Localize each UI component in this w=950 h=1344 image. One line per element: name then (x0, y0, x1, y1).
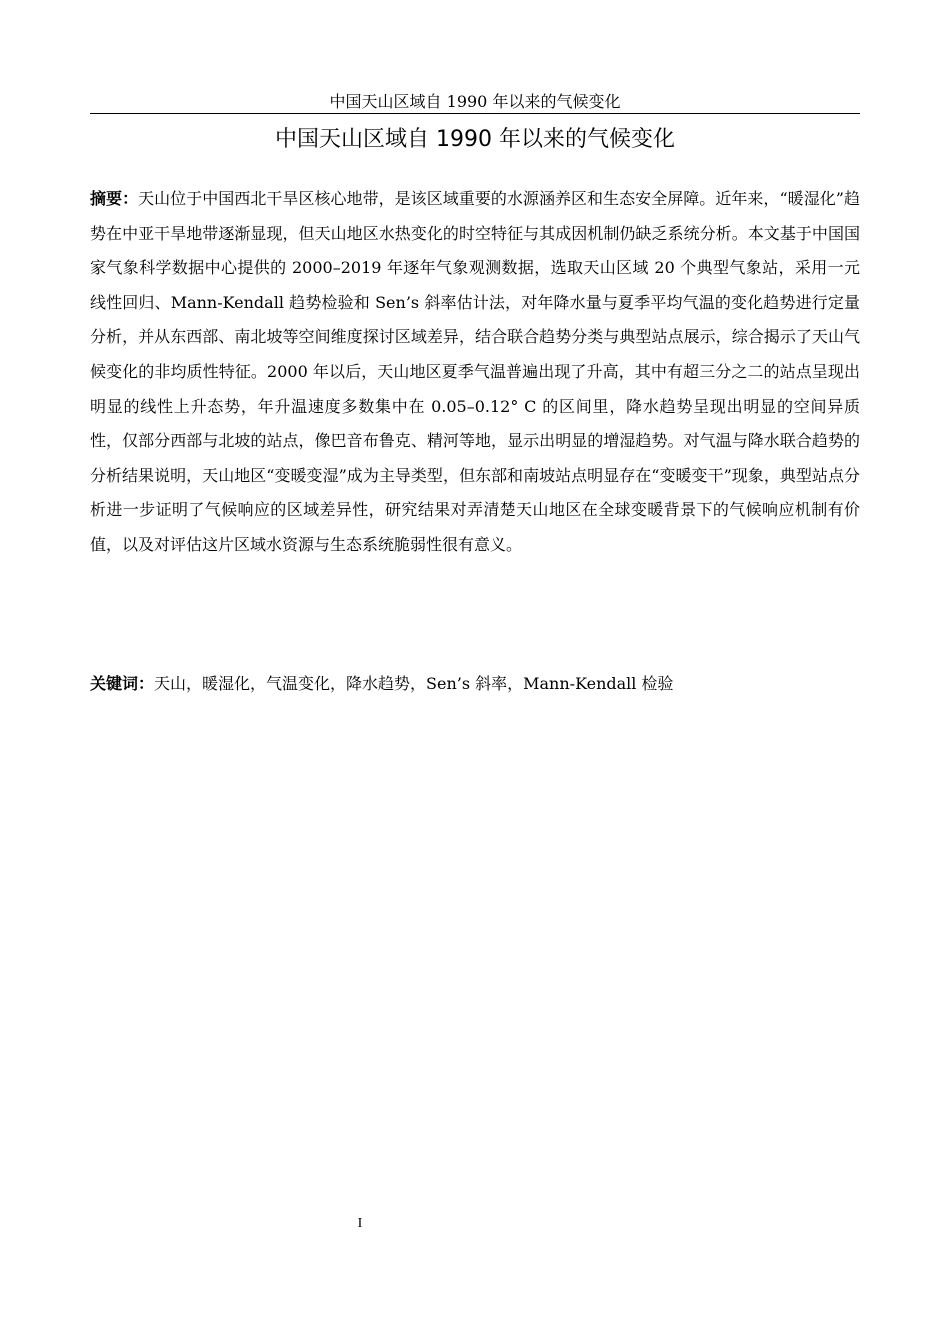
abstract-paragraph (90, 182, 860, 563)
abstract-text: 天山位于中国西北干旱区核心地带，是该区域重要的水源涵养区和生态安全屏障。近年来，“暖湿化”趋势在中亚干旱地带逐渐显现，但天山地区水热变化的时空特征与其成因机制仍缺乏系统分析。本文基于中国国家气象科学数据中心提供的 2000–2019 年逐年气象观测数据，选取天山区域 20 个典型气象站，采用一元线性回归、Mann-Kendall 趋势检验和 Sen’s 斜率估计法，对年降水量与夏季平均气温的变化趋势进行定量分析，并从东西部、南北坡等空间维度探讨区域差异，结合联合趋势分类与典型站点展示，综合揭示了天山气候变化的非均质性特征。2000 年以后，天山地区夏季气温普遍出现了升高，其中有超三分之二的站点呈现出明显的线性上升态势，年升温速度多数集中在 0.05–0.12° C 的区间里，降水趋势呈现出明显的空间异质性，仅部分西部与北坡的站点，像巴音布鲁克、精河等地，显示出明显的增湿趋势。对气温与降水联合趋势的分析结果说明，天山地区“变暖变湿”成为主导类型，但东部和南坡站点明显存在“变暖变干”现象，典型站点分析进一步证明了气候响应的区域差异性，研究结果对弄清楚天山地区在全球变暖背景下的气候响应机制有价值，以及对评估这片区域水资源与生态系统脆弱性很有意义。 (90, 189, 860, 554)
abstract-label: 摘要： (90, 189, 139, 208)
header-rule (90, 113, 860, 114)
document-title: 中国天山区域自 1990 年以来的气候变化 (275, 127, 675, 152)
page-number: I (357, 1216, 363, 1231)
keywords-paragraph (90, 668, 860, 700)
running-header: 中国天山区域自 1990 年以来的气候变化 (329, 92, 621, 111)
keywords-text: 天山，暖湿化，气温变化，降水趋势，Sen’s 斜率，Mann-Kendall 检验 (154, 674, 674, 693)
keywords-label: 关键词： (90, 674, 155, 693)
